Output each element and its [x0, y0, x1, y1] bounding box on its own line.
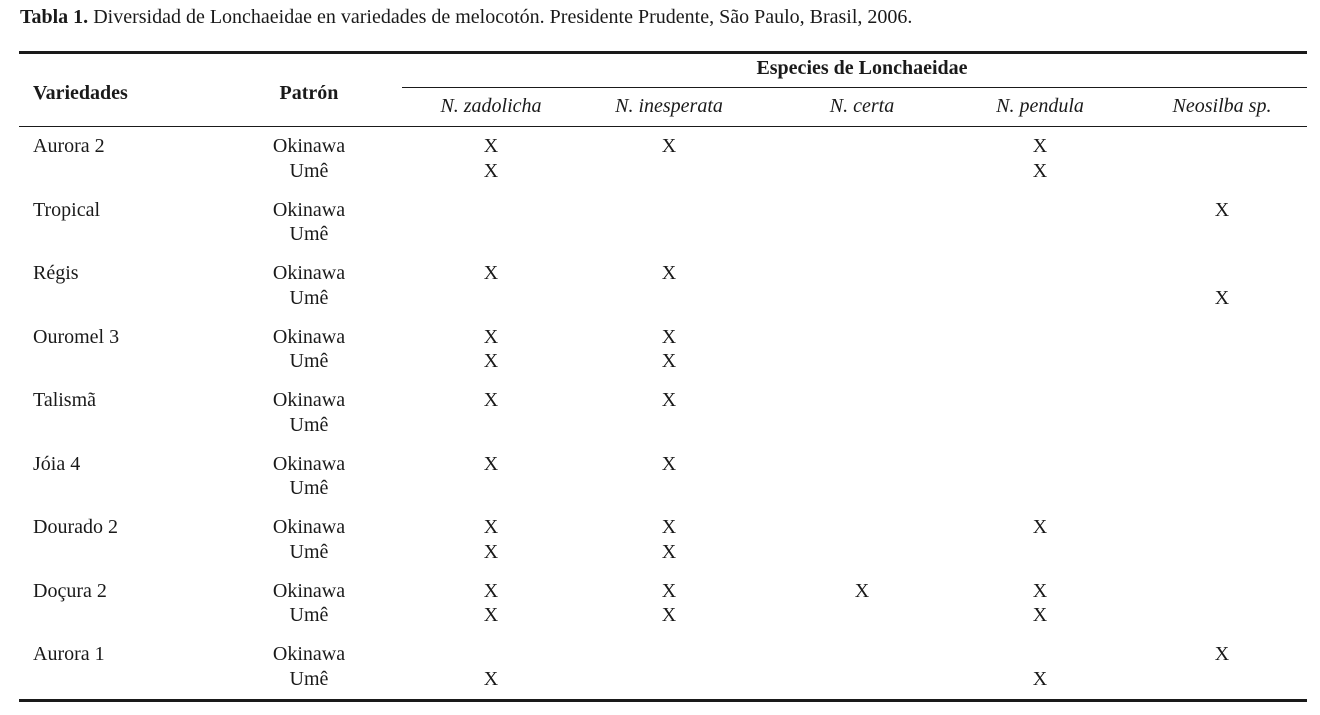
- presence-mark: X: [483, 540, 499, 563]
- rootstock-name: Okinawa: [272, 516, 346, 538]
- presence-mark: X: [483, 135, 499, 157]
- presence-mark: X: [661, 325, 677, 348]
- variety-name: Doçura 2: [33, 579, 107, 602]
- presence-mark: X: [483, 159, 499, 182]
- presence-mark: X: [1032, 135, 1048, 157]
- presence-mark: X: [661, 604, 677, 626]
- presence-mark: X: [661, 540, 677, 563]
- presence-mark: X: [483, 262, 499, 284]
- presence-mark: X: [483, 516, 499, 538]
- header-variedades: Variedades: [33, 82, 128, 104]
- variety-name: Aurora 2: [33, 135, 105, 157]
- presence-mark: X: [661, 350, 677, 372]
- presence-mark: X: [1032, 667, 1048, 690]
- header-species-n-inesperata: N. inesperata: [615, 95, 723, 117]
- rootstock-name: Okinawa: [272, 198, 346, 221]
- header-species-n-certa: N. certa: [829, 95, 895, 117]
- header-patron: Patrón: [279, 82, 339, 104]
- presence-mark: X: [1214, 643, 1230, 665]
- caption-label: Tabla 1.: [20, 6, 89, 28]
- variety-name: Aurora 1: [33, 643, 105, 665]
- variety-name: Ouromel 3: [33, 325, 120, 348]
- rootstock-name: Okinawa: [272, 135, 346, 157]
- rootstock-name: Okinawa: [272, 643, 346, 665]
- presence-mark: X: [483, 667, 499, 690]
- rootstock-name: Okinawa: [272, 579, 346, 602]
- variety-name: Jóia 4: [33, 452, 81, 475]
- header-species-group: Especies de Lonchaeidae: [756, 57, 968, 79]
- rootstock-name: Okinawa: [272, 325, 346, 348]
- presence-mark: X: [661, 389, 677, 411]
- presence-mark: X: [854, 579, 870, 602]
- rootstock-name: Umê: [289, 540, 329, 563]
- header-species-n-pendula: N. pendula: [996, 95, 1084, 117]
- presence-mark: X: [661, 135, 677, 157]
- rootstock-name: Umê: [289, 350, 329, 372]
- presence-mark: X: [661, 579, 677, 602]
- variety-name: Régis: [33, 262, 79, 284]
- rootstock-name: Umê: [289, 413, 329, 436]
- header-species-neosilba: Neosilba sp.: [1172, 95, 1272, 117]
- rootstock-name: Okinawa: [272, 389, 346, 411]
- variety-name: Talismã: [33, 389, 97, 411]
- rootstock-name: Umê: [289, 159, 329, 182]
- presence-mark: X: [1214, 198, 1230, 221]
- presence-mark: X: [1032, 159, 1048, 182]
- presence-mark: X: [1032, 579, 1048, 602]
- rootstock-name: Umê: [289, 477, 329, 499]
- presence-mark: X: [483, 325, 499, 348]
- presence-mark: X: [661, 262, 677, 284]
- variety-name: Dourado 2: [33, 516, 118, 538]
- presence-mark: X: [1032, 604, 1048, 626]
- rootstock-name: Umê: [289, 223, 329, 245]
- presence-mark: X: [483, 452, 499, 475]
- rootstock-name: Umê: [289, 286, 329, 309]
- presence-mark: X: [483, 389, 499, 411]
- presence-mark: X: [483, 579, 499, 602]
- rootstock-name: Umê: [289, 667, 329, 690]
- presence-mark: X: [1214, 286, 1230, 309]
- presence-mark: X: [483, 604, 499, 626]
- rootstock-name: Okinawa: [272, 452, 346, 475]
- variety-name: Tropical: [33, 198, 101, 221]
- presence-mark: X: [483, 350, 499, 372]
- presence-mark: X: [661, 452, 677, 475]
- rootstock-name: Okinawa: [272, 262, 346, 284]
- header-species-n-zadolicha: N. zadolicha: [440, 95, 542, 117]
- presence-mark: X: [661, 516, 677, 538]
- presence-mark: X: [1032, 516, 1048, 538]
- caption-text: Diversidad de Lonchaeidae en variedades de melocotón. Presidente Prudente, São Paulo, Brasil, 2006.: [88, 6, 913, 28]
- rootstock-name: Umê: [289, 604, 329, 626]
